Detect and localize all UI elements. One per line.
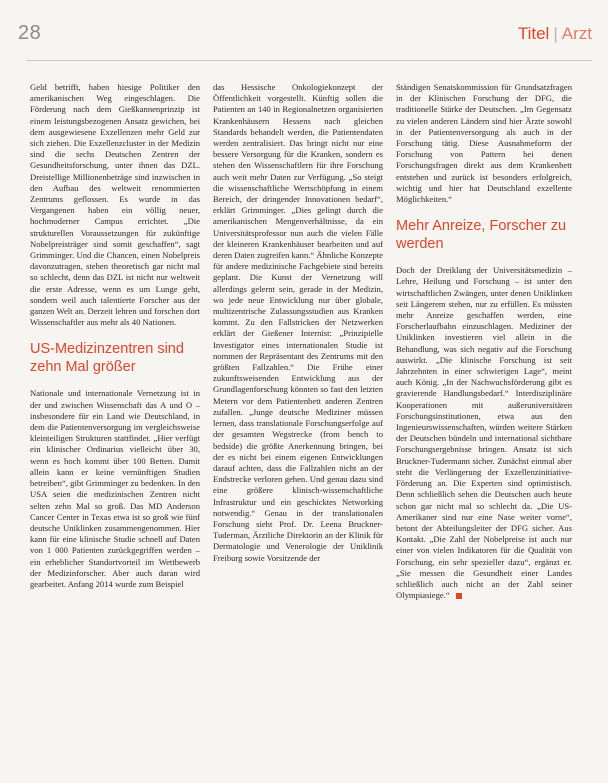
subheading-mehr-anreize: Mehr Anreize, Forscher zu werden: [396, 218, 567, 253]
section-subtitle: Arzt: [561, 24, 592, 43]
column-3-paragraph-2: [396, 265, 572, 601]
page-number: 28: [18, 22, 42, 44]
column-2-paragraph-1: das Hessische Onkologiekonzept der Öffentlichkeit vorgestellt. Künftig sollen die Patienten an 140 in Regionalnetzen organisierten Krankenhäusern Hessens nach gleichen Standards behandelt werden, die Patientendaten werden zentralisiert. Das bringt nicht nur eine bessere Versorgung für die Kranken, sondern es stehen den Wissenschaftlern für ihre Forschung auch weit mehr Daten zur Verfügung. „So steigt die wissenschaftliche Wertschöpfung in einem Bereich, der dringender Innovationen bedarf“, erklärt Grimminger. „Dies gelingt durch die amerikanischen Mengenverhältnisse, da ein Universitätsprofessor nun auch die vielen Fälle der kleineren Krankenhäuser bearbeiten und auf deren Daten zugreifen kann.“ Ähnliche Konzepte für andere medizinische Fachgebiete sind bereits geplant. Die Kunst der Vernetzung will allerdings gelernt sein, gerade in der Medizin, wo jede neue Entwicklung nur über globale, multizentrische Zulassungsstudien aus Kranken kommt. Zu den Fallstricken der Netzwerken erklärt der Gießener Internist: „Prinzipielle Investigator eines internationalen Studie ist nommen der Repräsentant des Zentrums mit den größten Fallzahlen.“ Die Frühe einer zukunftsweisenden Entwicklung aus der Grundlagenforschung könnten so fast den letzten Metern vor dem Patientenbett anderen Zentren zufallen. „Junge deutsche Mediziner müssen lernen, dass translationale Forschungserfolge auf der gesamten Wegstrecke (from bench to bedside) die größte Anerkennung bringen, bei der es nicht bei einem eigenen Entwicklungen darauf achten, dass die Fallzahlen nicht an der Endstrecke verloren gehen. Und genau dazu sind eine größere klinisch-wissenschaftliche Infrastruktur und ein geschicktes Networking notwendig.“ Genau in der translationalen Forschung sieht Prof. Dr. Leena Bruckner-Tuderman, Ärztliche Direktorin an der Klinik für Dermatologie und Venerologie der Uniklinik Freiburg sowie Vorsitzende der: [213, 82, 383, 563]
column-3-paragraph-1: Ständigen Senatskommission für Grundsatzfragen in der Klinischen Forschung der DFG, die traditionelle Stärke der Deutschen. „Im Gegensatz zu vielen anderen Ländern sind hier Ärzte sowohl in der Patientenversorgung als auch in der Forschung tätig. Diese Ausnahmeform der Forschung von Pattern bei denen Forschungsfragen direkt aus dem Krankenbett entstehen und zurück ist besonders erfolgreich, wichtig und hier hat Deutschland exzellente Möglichkeiten.“: [396, 82, 572, 205]
section-header: [518, 24, 592, 44]
article-end-mark: [456, 593, 462, 599]
column-2: [213, 82, 383, 775]
header-rule: [26, 60, 592, 61]
column-1: [30, 82, 200, 775]
section-separator: |: [553, 24, 558, 43]
column-1-paragraph-2: Nationale und internationale Vernetzung ist in der und zwischen Wissenschaft das A und O – insbesondere für ein Land wie Deutschland, in dem die Patientenversorgung im vergleichsweise kleinteiligen Strukturen stattfindet. „Hier verfügt ein klinischer Ordinarius vielleicht über 30, wenn es hoch kommt über 100 Betten. Damit allein kann er keine vernünftigen Studien betreiben“, gibt Grimminger zu bedenken. In den USA seien die medizinischen Zentren nicht selten zehn Mal so groß. Das MD Anderson Cancer Center in Texas etwa ist so groß wie fünf deutsche Uniklinken zusammengenommen. Hier kann für eine klinische Studie schnell auf Daten von 1 000 Patienten zurückgegriffen werden – ein erheblicher Standortvorteil im Wettbewerb der Medizinforscher. Aber auch daran wird gearbeitet. Anfang 2014 wurde zum Beispiel: [30, 388, 200, 589]
column-3-paragraph-2-text: Doch der Dreiklang der Universitätsmedizin – Lehre, Heilung und Forschung – ist unter den wirtschaftlichen Zwängen, unter denen Uniklinken seit Längerem stehen, nur zu erfüllen. Es müssten mehr Anreize geschaffen werden, eine Forscherlaufbahn einzuschlagen. Mediziner der Uniklinken investieren viel allein in die Behandlung, was sich negativ auf die Forschung auswirkt. „Die klinische Forschung ist seit Jahrzehnten in einer schwierigen Lage“, meint auch König. „In der Nachwuchsförderung gibt es gravierende Handlungsbedarf.“ Interdisziplinäre Kooperationen mit außeruniversitären Forschungsinstitutionen, etwa aus den Ingenieurswissenschaften, würden weitere Stärken der Deutschen bündeln und international sichtbare Forschungsergebnisse bringen. Ansatz ist sich Bruckner-Tudermann sicher. Zunächst einmal aber steht die Verlängerung der Exzellenzinitiative-Förderung an. Die Experten sind optimistisch. Denn schließlich sehen die Deutschen auch heute schon gar nicht mal so schlecht da. „Die US-Amerikaner sind nur eine Nase weiter vorne“, betont der Abteilungsleiter der DFG sicher. Aus Kontakt. „Die Zahl der Nobelpreise ist auch nur einer von vielen Indikatoren für die Qualität von Forschung, ein sehr spezieller dazu“, ergänzt er. „Sie messen die Gesundheit einer Landes schließlich auch nicht an der Zahl seiner Olympiasiege.“: [396, 265, 572, 601]
subheading-us-medizinzentren: US-Medizinzentren sind zehn Mal größer: [30, 341, 184, 376]
column-1-paragraph-1: Geld betrifft, haben hiesige Politiker den amerikanischen Weg eingeschlagen. Die Förderung nach dem Gießkannenprinzip ist einem leistungsbezogenen Ansatz gewichen, bei dem ausgewiesene Exzellenzen mehr Geld zur sich ziehen. Die Exzellenzcluster in der Medizin sind die sechs Deutschen Zentren der Gesundheitsforschung, unter ihnen das DZL. Dreistellige Millionenbeträge sind inzwischen in den Aufbau des weltweit renommierten Zentrums geflossen. Es wurde in das Vergangenen haben ein völlig neuer, hochmoderner Campus errichtet. „Die strukturellen Voraussetzungen für zukünftige Nobelpreisträger sind somit geschaffen“, sagt Grimminger. Und die Chancen, einen Nobelpreis davonzutragen, stehen theoretisch gar nicht mal so schlecht, denn das DZL ist nicht nur weltweit die erste Adresse, wenn es um Lunge geht, sondern weil auch talentierte Forscher aus der ganzen Welt an. Derzeit lehren und forschen dort Wissenschaftler aus mehr als 40 Nationen.: [30, 82, 200, 328]
section-title: Titel: [517, 24, 550, 43]
column-3: [396, 82, 572, 775]
